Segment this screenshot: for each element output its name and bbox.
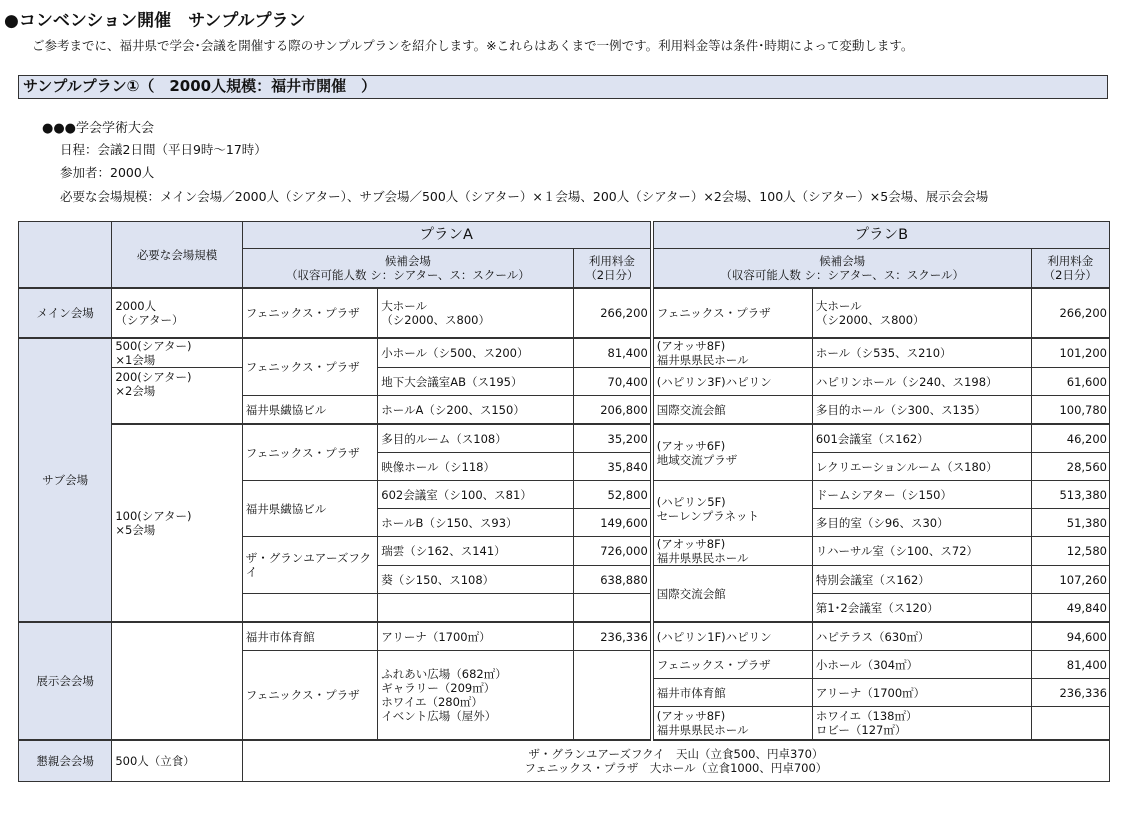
plan-b-fee: 101,200 <box>1031 338 1109 368</box>
intro-text: ご参考までに、福井県で学会･会議を開催する際のサンプルプランを紹介します。※これらはあくまで一例です。利用料金等は条件･時期によって変動します。 <box>32 38 914 53</box>
plan-a-fee: 35,840 <box>573 453 651 481</box>
party-venue-label: 懇親会会場 <box>19 740 112 782</box>
plan-b-fee: 107,260 <box>1031 566 1109 594</box>
plan-b-room: 多目的室（シ96、ス30） <box>812 509 1031 537</box>
plan-b-room: 601会議室（ス162） <box>812 424 1031 453</box>
plan-a-building: フェニックス・プラザ <box>242 288 377 338</box>
plan-a-fee: 638,880 <box>573 566 651 594</box>
plan-b-building: (ハピリン1F)ハピリン <box>652 622 813 651</box>
sub-scale-100: 100(シアター) ×5会場 <box>112 424 242 622</box>
exhibit-scale <box>112 622 242 740</box>
plan-a-fee: 81,400 <box>573 338 651 368</box>
plan-b-room: ハピリンホール（シ240、ス198） <box>812 368 1031 396</box>
plan-b-room: ハピテラス（630㎡） <box>812 622 1031 651</box>
plan-b-room: 大ホール （シ2000、ス800） <box>812 288 1031 338</box>
plan-a-room: 地下大会議室AB（ス195） <box>378 368 574 396</box>
plan-a-room: 大ホール （シ2000、ス800） <box>378 288 574 338</box>
plan-b-room: ホール（シ535、ス210） <box>812 338 1031 368</box>
plan-b-fee: 513,380 <box>1031 481 1109 509</box>
plan-a-fee: 266,200 <box>573 288 651 338</box>
plan-b-room: リハーサル室（シ100、ス72） <box>812 537 1031 566</box>
plan-a-fee: 149,600 <box>573 509 651 537</box>
plan-b-building: (アオッサ8F) 福井県県民ホール <box>652 707 813 741</box>
plan-b-room: ドームシアター（シ150） <box>812 481 1031 509</box>
sub-scale-200: 200(シアター) ×2会場 <box>112 368 242 425</box>
plan-a-room: 小ホール（シ500、ス200） <box>378 338 574 368</box>
plan-a-building: 福井県繊協ビル <box>242 481 377 537</box>
plan-a-fee: 52,800 <box>573 481 651 509</box>
schedule-text: 日程：会議2日間（平日9時～17時） <box>60 142 267 157</box>
plan-b-fee <box>1031 707 1109 741</box>
plan-b-building: フェニックス・プラザ <box>652 288 813 338</box>
plan-a-room: 葵（シ150、ス108） <box>378 566 574 594</box>
plan-b-room: 特別会議室（ス162） <box>812 566 1031 594</box>
plan-b-building: 国際交流会館 <box>652 566 813 623</box>
plan-b-building: (ハピリン3F)ハピリン <box>652 368 813 396</box>
plan-b-building: (アオッサ6F) 地域交流プラザ <box>652 424 813 481</box>
plan-b-fee: 61,600 <box>1031 368 1109 396</box>
plan-a-fee: 35,200 <box>573 424 651 453</box>
plan-b-room: アリーナ（1700㎡） <box>812 679 1031 707</box>
plan-a-fee <box>573 651 651 741</box>
plan-b-room: 多目的ホール（シ300、ス135） <box>812 396 1031 425</box>
empty-cell <box>378 594 574 623</box>
plan-b-fee: 51,380 <box>1031 509 1109 537</box>
required-scale-text: 必要な会場規模：メイン会場／2000人（シアター）、サブ会場／500人（シアター）×１会場、200人（シアター）×2会場、100人（シアター）×5会場、展示会会場 <box>60 189 989 204</box>
plan-a-building: ザ・グランユアーズフクイ <box>242 537 377 594</box>
header-row-1 <box>19 222 1110 249</box>
plan-a-room: 映像ホール（シ118） <box>378 453 574 481</box>
header-corner <box>19 222 112 289</box>
plan-a-room: ホールB（シ150、ス93） <box>378 509 574 537</box>
plan-b-building: フェニックス・プラザ <box>652 651 813 679</box>
plan-b-room: 第1･2会議室（ス120） <box>812 594 1031 623</box>
plan-b-fee: 266,200 <box>1031 288 1109 338</box>
plan-a-fee: 236,336 <box>573 622 651 651</box>
sub-venue-label: サブ会場 <box>19 338 112 622</box>
main-venue-scale: 2000人 （シアター） <box>112 288 242 338</box>
plan-b-header: プランB <box>652 222 1110 249</box>
plan-a-fee-header: 利用料金 （2日分） <box>573 249 651 289</box>
party-venues: ザ・グランユアーズフクイ 天山（立食500、円卓370） フェニックス・プラザ 大ホール（立食1000、円卓700） <box>242 740 1109 782</box>
plan-b-building: (アオッサ8F) 福井県県民ホール <box>652 338 813 368</box>
table-row <box>19 288 1110 338</box>
plan-b-fee: 236,336 <box>1031 679 1109 707</box>
empty-cell <box>573 594 651 623</box>
plan-a-building: 福井県繊協ビル <box>242 396 377 425</box>
required-scale-header: 必要な会場規模 <box>112 222 242 289</box>
plan-a-candidate-header: 候補会場 （収容可能人数 シ：シアター、ス：スクール） <box>242 249 573 289</box>
plan-b-fee: 46,200 <box>1031 424 1109 453</box>
sub-scale-500: 500(シアター) ×1会場 <box>112 338 242 368</box>
plan-a-room: アリーナ（1700㎡） <box>378 622 574 651</box>
plan-a-building: 福井市体育館 <box>242 622 377 651</box>
participants-text: 参加者：2000人 <box>60 165 155 180</box>
plan-a-fee: 206,800 <box>573 396 651 425</box>
empty-cell <box>242 594 377 623</box>
event-name: ●●●学会学術大会 <box>42 121 155 136</box>
plan-b-fee-header: 利用料金 （2日分） <box>1031 249 1109 289</box>
main-venue-label: メイン会場 <box>19 288 112 338</box>
plan-b-building: 福井市体育館 <box>652 679 813 707</box>
plan-a-building: フェニックス・プラザ <box>242 424 377 481</box>
plan-b-room: 小ホール（304㎡） <box>812 651 1031 679</box>
plan-b-candidate-header: 候補会場 （収容可能人数 シ：シアター、ス：スクール） <box>652 249 1031 289</box>
plan-a-building: フェニックス・プラザ <box>242 651 377 741</box>
party-scale: 500人（立食） <box>112 740 242 782</box>
plan-b-building: 国際交流会館 <box>652 396 813 425</box>
table-row <box>19 622 1110 651</box>
plan-a-room: ホールA（シ200、ス150） <box>378 396 574 425</box>
table-row <box>19 338 1110 368</box>
table-row <box>19 740 1110 782</box>
plan-b-fee: 49,840 <box>1031 594 1109 623</box>
plan-b-room: ホワイエ（138㎡） ロビー（127㎡） <box>812 707 1031 741</box>
plan-header: サンプルプラン①（ 2000人規模：福井市開催 ） <box>18 75 1108 99</box>
plan-table <box>18 221 1110 782</box>
exhibit-venue-label: 展示会会場 <box>19 622 112 740</box>
plan-a-room: 瑞雲（シ162、ス141） <box>378 537 574 566</box>
table-row <box>19 368 1110 396</box>
page-title: ●コンベンション開催 サンプルプラン <box>4 11 306 31</box>
plan-b-fee: 28,560 <box>1031 453 1109 481</box>
plan-b-room: レクリエーションルーム（ス180） <box>812 453 1031 481</box>
plan-a-room: 多目的ルーム（ス108） <box>378 424 574 453</box>
plan-a-building: フェニックス・プラザ <box>242 338 377 396</box>
plan-a-room: ふれあい広場（682㎡） ギャラリー（209㎡） ホワイエ（280㎡） イベント広場（屋外） <box>378 651 574 741</box>
plan-b-fee: 12,580 <box>1031 537 1109 566</box>
plan-a-fee: 70,400 <box>573 368 651 396</box>
plan-a-header: プランA <box>242 222 651 249</box>
plan-b-building: (アオッサ8F) 福井県県民ホール <box>652 537 813 566</box>
plan-b-fee: 100,780 <box>1031 396 1109 425</box>
plan-b-building: (ハピリン5F) セーレンプラネット <box>652 481 813 537</box>
plan-b-fee: 94,600 <box>1031 622 1109 651</box>
plan-a-room: 602会議室（シ100、ス81） <box>378 481 574 509</box>
table-row <box>19 424 1110 453</box>
plan-b-fee: 81,400 <box>1031 651 1109 679</box>
plan-a-fee: 726,000 <box>573 537 651 566</box>
